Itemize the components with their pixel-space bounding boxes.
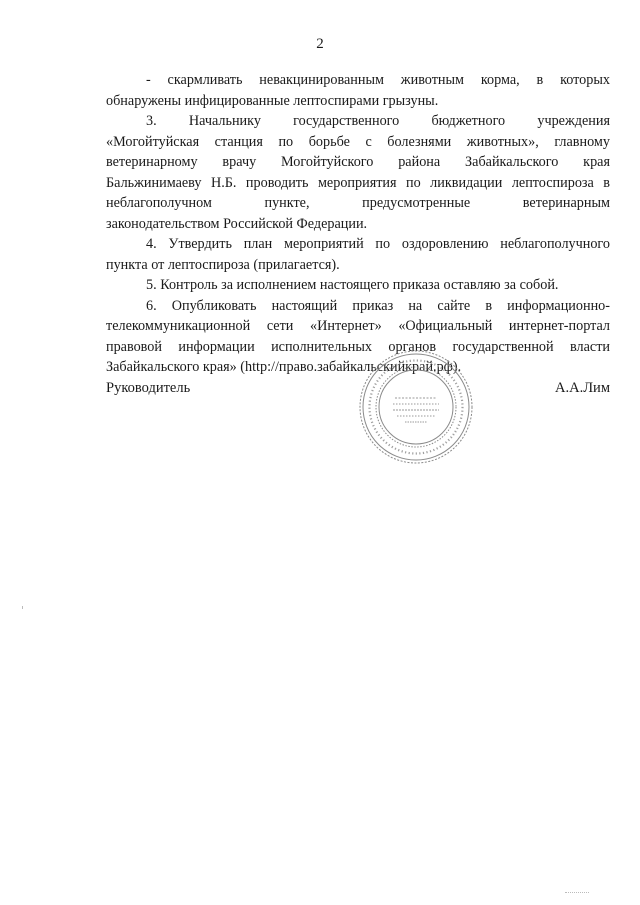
- paragraph-item-3: [106, 111, 610, 234]
- text-line: 6. Опубликовать настоящий приказ на сайте в информационно-: [146, 297, 610, 314]
- paragraph-feeding-restriction: [106, 70, 610, 111]
- paragraph-item-4: [106, 234, 610, 275]
- text-line: ветеринарному врачу Могойтуйского района Забайкальского края: [106, 154, 610, 170]
- signatory-name: А.А.Лим: [555, 380, 610, 396]
- text-line: Бальжинимаеву Н.Б. проводить мероприятия по ликвидации лептоспироза в: [106, 174, 610, 191]
- text-line: телекоммуникационной сети «Интернет» «Официальный интернет-портал: [106, 318, 610, 334]
- text-line: пункта от лептоспироза (прилагается).: [106, 256, 340, 273]
- text-line: неблагополучном пункте, предусмотренные ветеринарным: [106, 195, 610, 211]
- text-line: «Могойтуйская станция по борьбе с болезнями животных», главному: [106, 133, 610, 150]
- paragraph-item-5: [106, 275, 610, 296]
- text-line: обнаружены инфицированные лептоспирами грызуны.: [106, 92, 439, 109]
- text-line: 4. Утвердить план мероприятий по оздоровлению неблагополучного: [146, 236, 610, 252]
- text-line: законодательством Российской Федерации.: [106, 215, 368, 232]
- text-line: Забайкальского края» (http://право.забайкальскийкрай.рф).: [106, 359, 462, 375]
- scan-artifact: [565, 892, 589, 895]
- scan-artifact: [22, 606, 23, 609]
- text-line: 3. Начальнику государственного бюджетного учреждения: [146, 113, 610, 129]
- signatory-title: Руководитель: [106, 380, 191, 396]
- page-number: 2: [316, 36, 324, 52]
- official-seal-stamp: [357, 348, 475, 466]
- text-line: 5. Контроль за исполнением настоящего приказа оставляю за собой.: [146, 277, 559, 293]
- text-line: - скармливать невакцинированным животным корма, в которых: [146, 72, 610, 88]
- text-line: правовой информации исполнительных органов государственной власти: [106, 338, 610, 355]
- document-body: [106, 70, 610, 378]
